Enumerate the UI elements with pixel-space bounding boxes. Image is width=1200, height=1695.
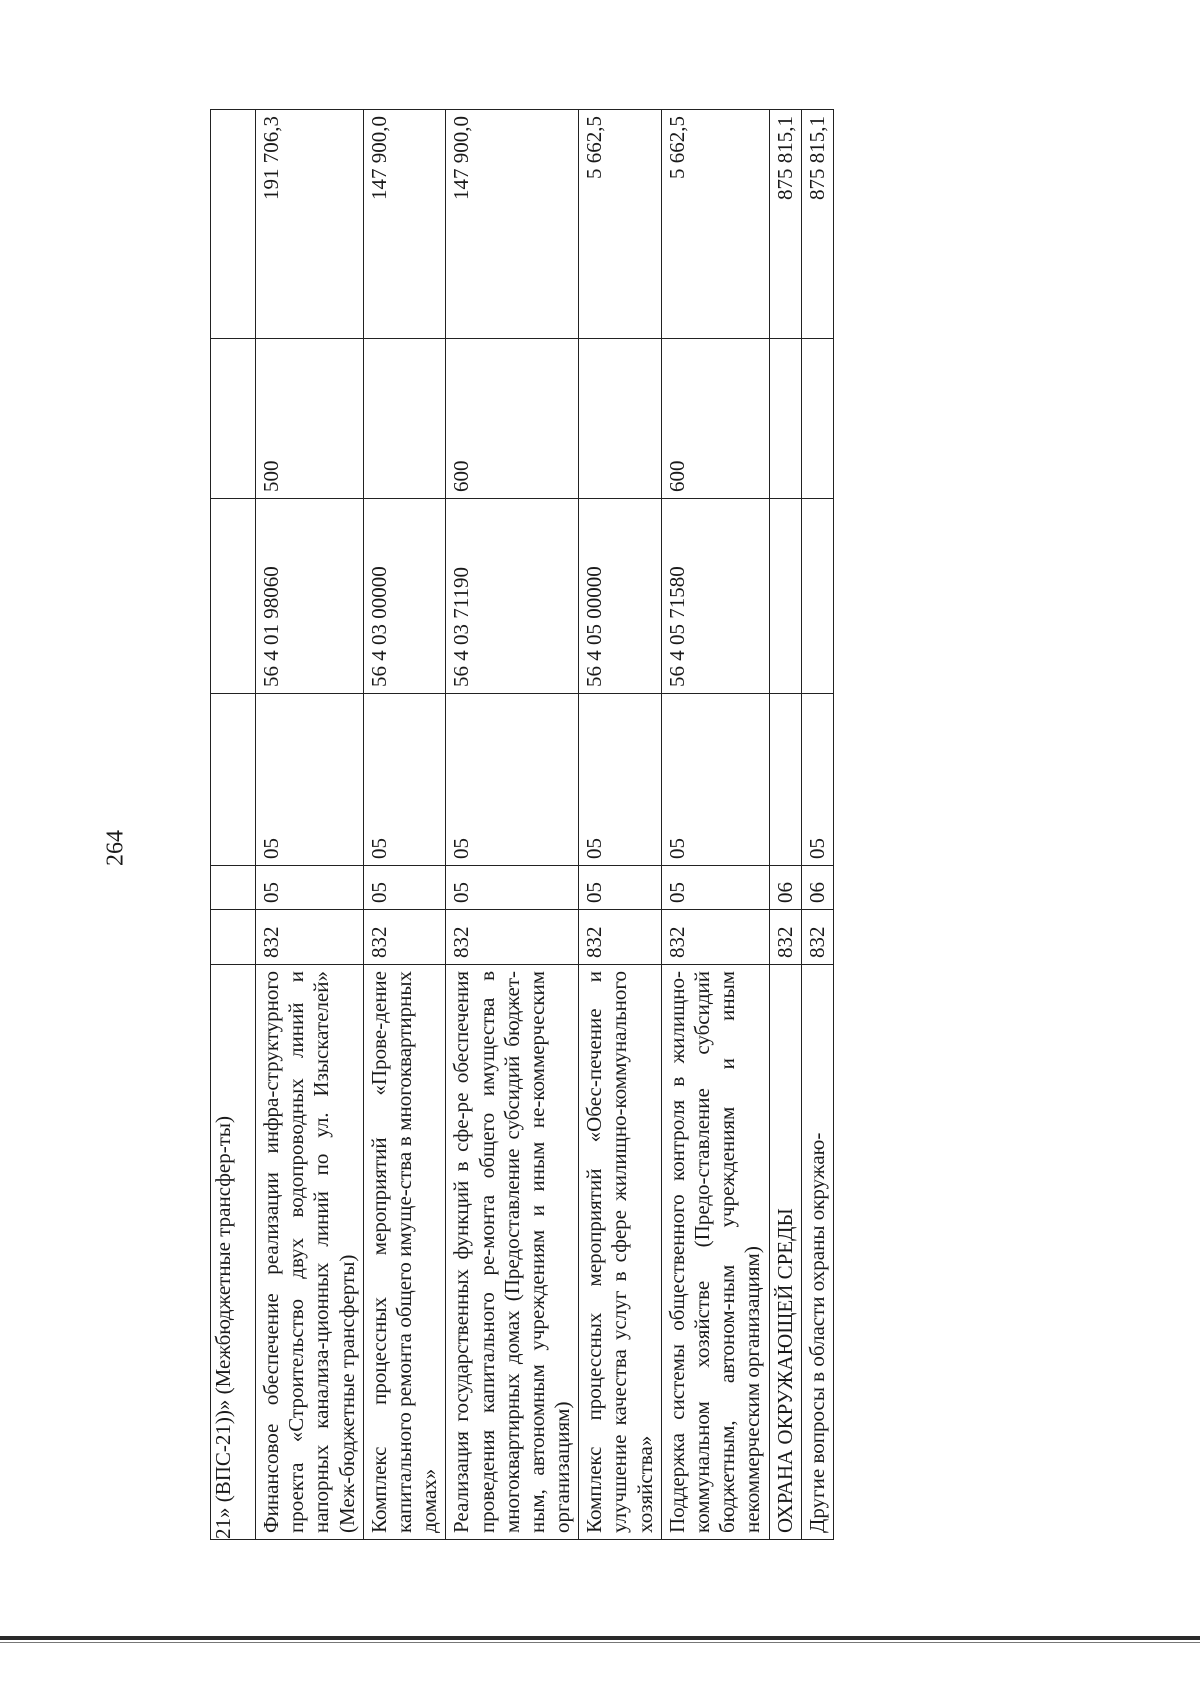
cell-target: 56 4 05 71580 <box>661 499 769 694</box>
cell-section: 05 <box>579 866 662 910</box>
cell-name: Комплекс процессных мероприятий «Прове-дение капитального ремонта общего имуще-ства в многоквартирных домах» <box>363 965 446 1540</box>
scan-edge-line <box>0 1636 1200 1640</box>
cell-vr: 600 <box>661 339 769 499</box>
cell-name: Финансовое обеспечение реализации инфра-структурного проекта «Строительство двух водопроводных линий и напорных канализа-ционных линий по ул. Изыскателей» (Меж-бюджетные трансферты) <box>256 965 364 1540</box>
cell-section: 05 <box>446 866 579 910</box>
cell-subsection: 05 <box>661 694 769 866</box>
cell-target <box>211 499 256 694</box>
cell-target: 56 4 01 98060 <box>256 499 364 694</box>
cell-section <box>211 866 256 910</box>
scan-edge-line <box>0 1642 1200 1643</box>
table-row <box>769 110 801 1540</box>
cell-section: 05 <box>363 866 446 910</box>
table-row <box>446 110 579 1540</box>
cell-amount <box>211 110 256 339</box>
cell-amount: 5 662,5 <box>661 110 769 339</box>
table-row <box>661 110 769 1540</box>
rotated-page-content <box>210 110 1065 1540</box>
cell-section: 06 <box>769 866 801 910</box>
cell-amount: 147 900,0 <box>446 110 579 339</box>
cell-code: 832 <box>363 910 446 965</box>
table-row <box>579 110 662 1540</box>
cell-subsection: 05 <box>801 694 833 866</box>
cell-name: Реализация государственных функций в сфе-ре обеспечения проведения капитального ре-монта общего имущества в многоквартирных домах (Предоставление субсидий бюджет-ным, автономным учреждениям и иным не-коммерческим организациям) <box>446 965 579 1540</box>
cell-target: 56 4 03 00000 <box>363 499 446 694</box>
cell-amount: 875 815,1 <box>801 110 833 339</box>
cell-vr <box>769 339 801 499</box>
cell-target: 56 4 05 00000 <box>579 499 662 694</box>
cell-name: Другие вопросы в области охраны окружаю- <box>801 965 833 1540</box>
cell-target <box>769 499 801 694</box>
cell-target: 56 4 03 71190 <box>446 499 579 694</box>
cell-section: 05 <box>661 866 769 910</box>
cell-code: 832 <box>661 910 769 965</box>
table-row <box>801 110 833 1540</box>
cell-subsection: 05 <box>579 694 662 866</box>
cell-amount: 191 706,3 <box>256 110 364 339</box>
budget-table <box>210 109 834 1540</box>
cell-code <box>211 910 256 965</box>
cell-section: 05 <box>256 866 364 910</box>
cell-subsection <box>769 694 801 866</box>
cell-code: 832 <box>256 910 364 965</box>
cell-code: 832 <box>801 910 833 965</box>
cell-amount: 147 900,0 <box>363 110 446 339</box>
cell-vr <box>363 339 446 499</box>
cell-name: Комплекс процессных мероприятий «Обес-печение и улучшение качества услуг в сфере жилищно-коммунального хозяйства» <box>579 965 662 1540</box>
cell-name: 21» (ВПС-21))» (Межбюджетные трансфер-ты) <box>211 965 256 1540</box>
cell-amount: 875 815,1 <box>769 110 801 339</box>
cell-code: 832 <box>579 910 662 965</box>
cell-vr: 500 <box>256 339 364 499</box>
cell-code: 832 <box>769 910 801 965</box>
page-number: 264 <box>102 830 129 866</box>
cell-vr: 600 <box>446 339 579 499</box>
cell-section: 06 <box>801 866 833 910</box>
cell-subsection <box>211 694 256 866</box>
cell-target <box>801 499 833 694</box>
cell-subsection: 05 <box>256 694 364 866</box>
cell-subsection: 05 <box>446 694 579 866</box>
table-row <box>211 110 256 1540</box>
cell-name: ОХРАНА ОКРУЖАЮЩЕЙ СРЕДЫ <box>769 965 801 1540</box>
table-row <box>256 110 364 1540</box>
cell-subsection: 05 <box>363 694 446 866</box>
table-row <box>363 110 446 1540</box>
cell-name: Поддержка системы общественного контроля в жилищно-коммунальном хозяйстве (Предо-ставление субсидий бюджетным, автоном-ным учреждениям и иным некоммерческим организациям) <box>661 965 769 1540</box>
cell-amount: 5 662,5 <box>579 110 662 339</box>
cell-vr <box>211 339 256 499</box>
cell-vr <box>801 339 833 499</box>
cell-code: 832 <box>446 910 579 965</box>
cell-vr <box>579 339 662 499</box>
